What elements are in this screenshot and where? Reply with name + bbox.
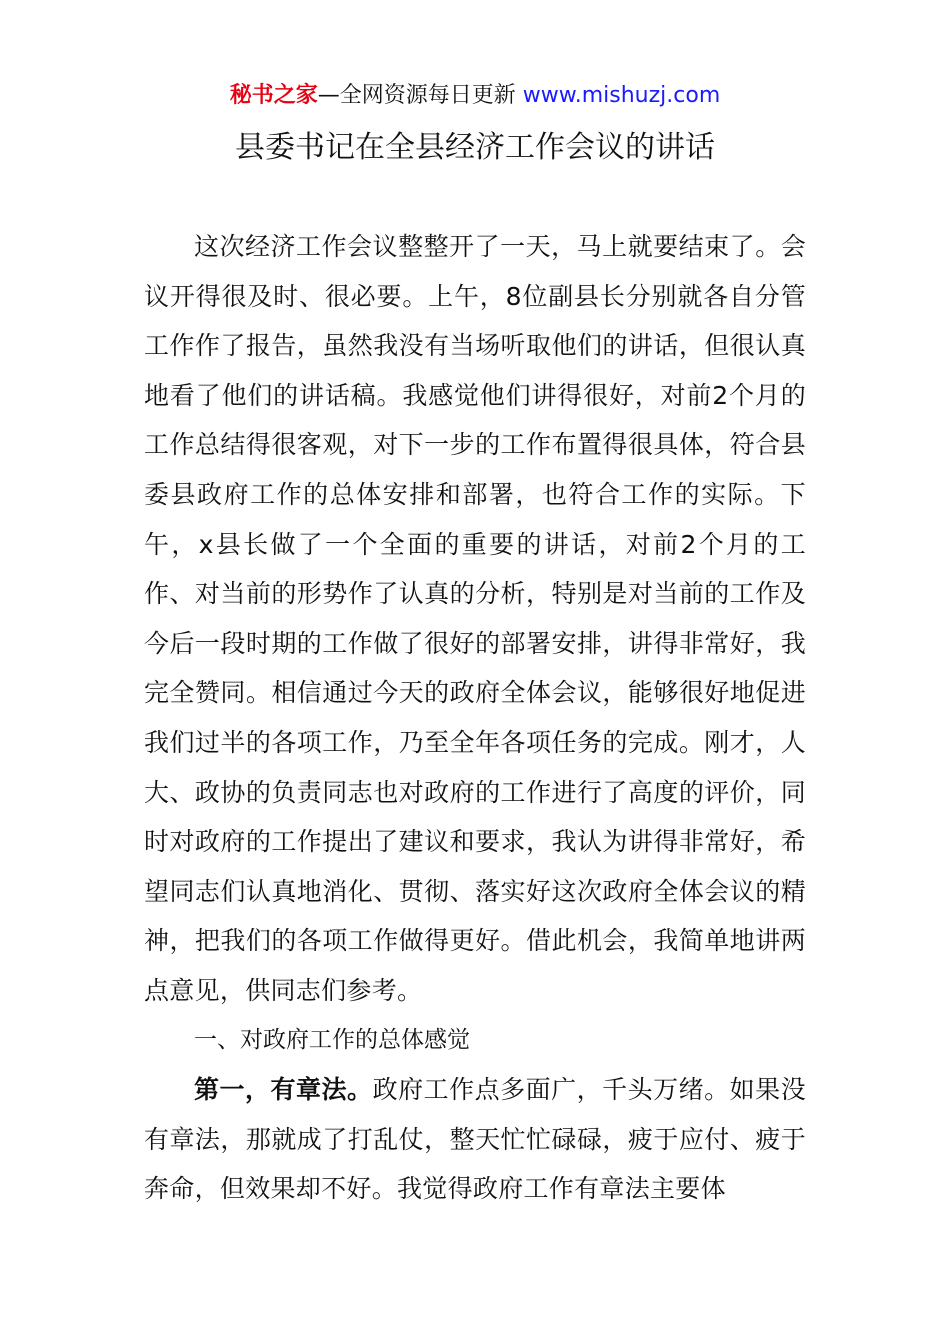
body-paragraph: 这次经济工作会议整整开了一天，马上就要结束了。会议开得很及时、很必要。上午，8位副县长分别就各自分管工作作了报告，虽然我没有当场听取他们的讲话，但很认真地看了他们的讲话稿。我感觉他们讲得很好，对前2个月的工作总结得很客观，对下一步的工作布置得很具体，符合县委县政府工作的总体安排和部署，也符合工作的实际。下午，x县长做了一个全面的重要的讲话，对前2个月的工作、对当前的形势作了认真的分析，特别是对当前的工作及今后一段时期的工作做了很好的部署安排，讲得非常好，我完全赞同。相信通过今天的政府全体会议，能够很好地促进我们过半的各项工作，乃至全年各项任务的完成。刚才，人大、政协的负责同志也对政府的工作进行了高度的评价，同时对政府的工作提出了建议和要求，我认为讲得非常好，希望同志们认真地消化、贯彻、落实好这次政府全体会议的精神，把我们的各项工作做得更好。借此机会，我简单地讲两点意见，供同志们参考。 [144, 232, 806, 1005]
section-heading: 一、对政府工作的总体感觉 [194, 1026, 470, 1053]
site-tagline: —全网资源每日更新 [317, 83, 516, 108]
site-url-link[interactable]: www.mishuzj.com [522, 83, 721, 108]
site-brand: 秘书之家 [229, 83, 318, 108]
document-title: 县委书记在全县经济工作会议的讲话 [235, 130, 715, 165]
site-header [0, 80, 950, 112]
point-one-text: 政府工作点多面广，千头万绪。如果没有章法，那就成了打乱仗，整天忙忙碌碌，疲于应付、疲于奔命，但效果却不好。我觉得政府工作有章法主要体 [144, 1075, 806, 1204]
point-one-lead: 第一，有章法。 [194, 1075, 373, 1105]
document-body [144, 222, 806, 1214]
point-one-paragraph [144, 1065, 806, 1214]
